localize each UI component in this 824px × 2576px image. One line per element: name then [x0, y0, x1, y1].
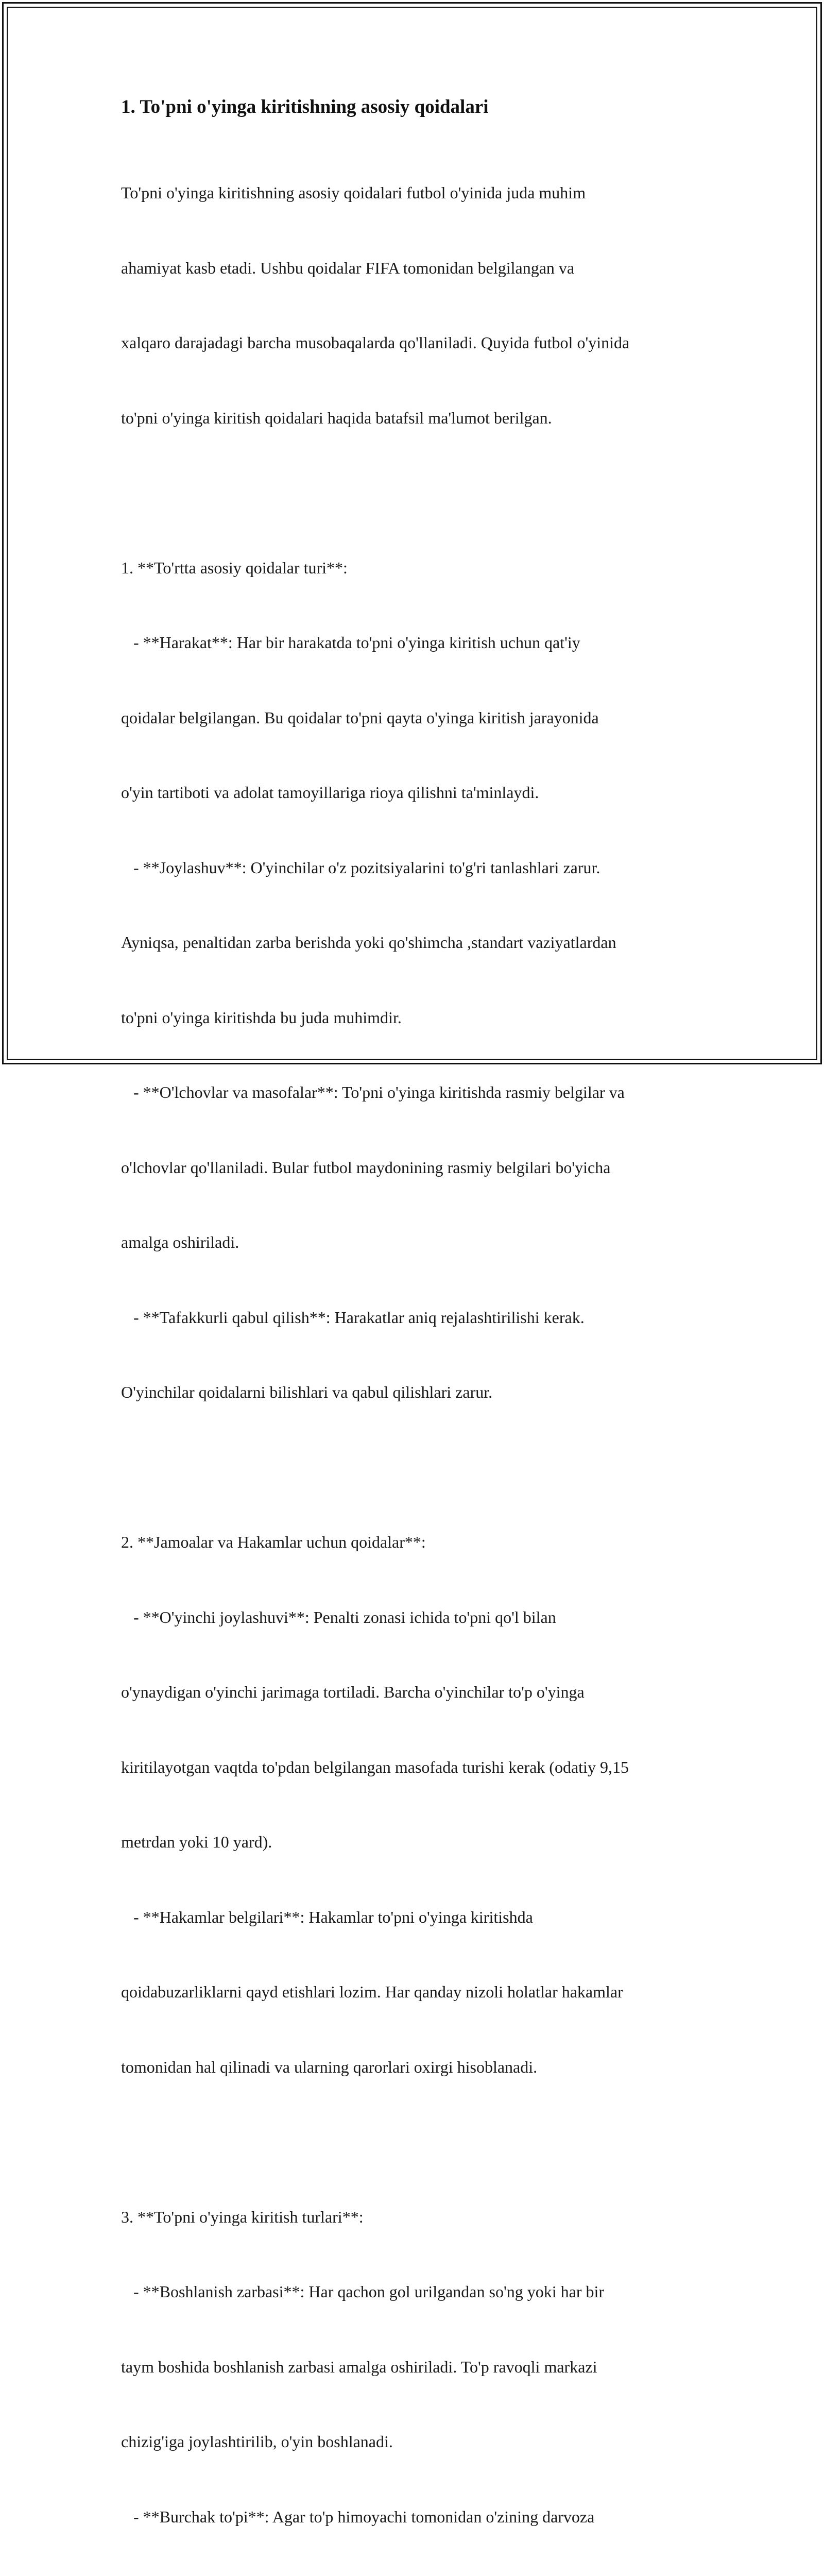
text-line: - **Hakamlar belgilari**: Hakamlar to'pni o'yinga kiritishda — [121, 1907, 533, 1926]
text-line: - **Joylashuv**: O'yinchilar o'z pozitsiyalarini to'g'ri tanlashlari zarur. — [121, 858, 600, 877]
text-line: To'pni o'yinga kiritishning asosiy qoidalari futbol o'yinida juda muhim — [121, 183, 586, 202]
text-line: qoidalar belgilangan. Bu qoidalar to'pni qayta o'yinga kiritish jarayonida — [121, 708, 599, 727]
document-content — [121, 95, 708, 2576]
text-line: amalga oshiriladi. — [121, 1233, 239, 1251]
blank-line — [121, 480, 708, 505]
text-line: - **Burchak to'pi**: Agar to'p himoyachi tomonidan o'zining darvoza — [121, 2507, 595, 2526]
text-line: metrdan yoki 10 yard). — [121, 1833, 272, 1851]
blank-line — [121, 2129, 708, 2155]
text-line: - **O'lchovlar va masofalar**: To'pni o'yinga kiritishda rasmiy belgilar va — [121, 1083, 625, 1101]
text-line: o'ynaydigan o'yinchi jarimaga tortiladi. Barcha o'yinchilar to'p o'yinga — [121, 1683, 585, 1701]
document-title: 1. To'pni o'yinga kiritishning asosiy qoidalari — [121, 96, 489, 117]
text-line: - **Tafakkurli qabul qilish**: Harakatlar aniq rejalashtirilishi kerak. — [121, 1308, 585, 1327]
text-line: - **Boshlanish zarbasi**: Har qachon gol urilgandan so'ng yoki har bir — [121, 2282, 605, 2301]
text-line: O'yinchilar qoidalarni bilishlari va qabul qilishlari zarur. — [121, 1383, 493, 1401]
text-line: qoidabuzarliklarni qayd etishlari lozim. Har qanday nizoli holatlar hakamlar — [121, 1982, 623, 2001]
text-line: Ayniqsa, penaltidan zarba berishda yoki qo'shimcha ,standart vaziyatlardan — [121, 933, 616, 952]
text-line: ahamiyat kasb etadi. Ushbu qoidalar FIFA tomonidan belgilangan va — [121, 258, 575, 277]
text-line: 3. **To'pni o'yinga kiritish turlari**: — [121, 2207, 364, 2226]
text-line: o'yin tartiboti va adolat tamoyillariga rioya qilishni ta'minlaydi. — [121, 783, 539, 802]
blank-line — [121, 1455, 708, 1480]
text-line: to'pni o'yinga kiritish qoidalari haqida batafsil ma'lumot berilgan. — [121, 408, 552, 427]
text-line: - **O'yinchi joylashuvi**: Penalti zonasi ichida to'pni qo'l bilan — [121, 1607, 556, 1626]
text-line: 1. **To'rtta asosiy qoidalar turi**: — [121, 558, 348, 577]
text-line: kiritilayotgan vaqtda to'pdan belgilangan masofada turishi kerak (odatiy 9,15 — [121, 1757, 629, 1776]
document-body — [121, 130, 708, 2576]
text-line: to'pni o'yinga kiritishda bu juda muhimdir. — [121, 1008, 402, 1027]
text-line: - **Harakat**: Har bir harakatda to'pni o'yinga kiritish uchun qat'iy — [121, 633, 580, 652]
text-line: xalqaro darajadagi barcha musobaqalarda qo'llaniladi. Quyida futbol o'yinida — [121, 333, 630, 352]
text-line: chizig'iga joylashtirilib, o'yin boshlanadi. — [121, 2432, 393, 2451]
text-line: taym boshida boshlanish zarbasi amalga oshiriladi. To'p ravoqli markazi — [121, 2357, 597, 2376]
text-line: tomonidan hal qilinadi va ularning qarorlari oxirgi hisoblanadi. — [121, 2057, 538, 2076]
text-line: 2. **Jamoalar va Hakamlar uchun qoidalar**: — [121, 1533, 426, 1551]
text-line: o'lchovlar qo'llaniladi. Bular futbol maydonining rasmiy belgilari bo'yicha — [121, 1158, 611, 1177]
